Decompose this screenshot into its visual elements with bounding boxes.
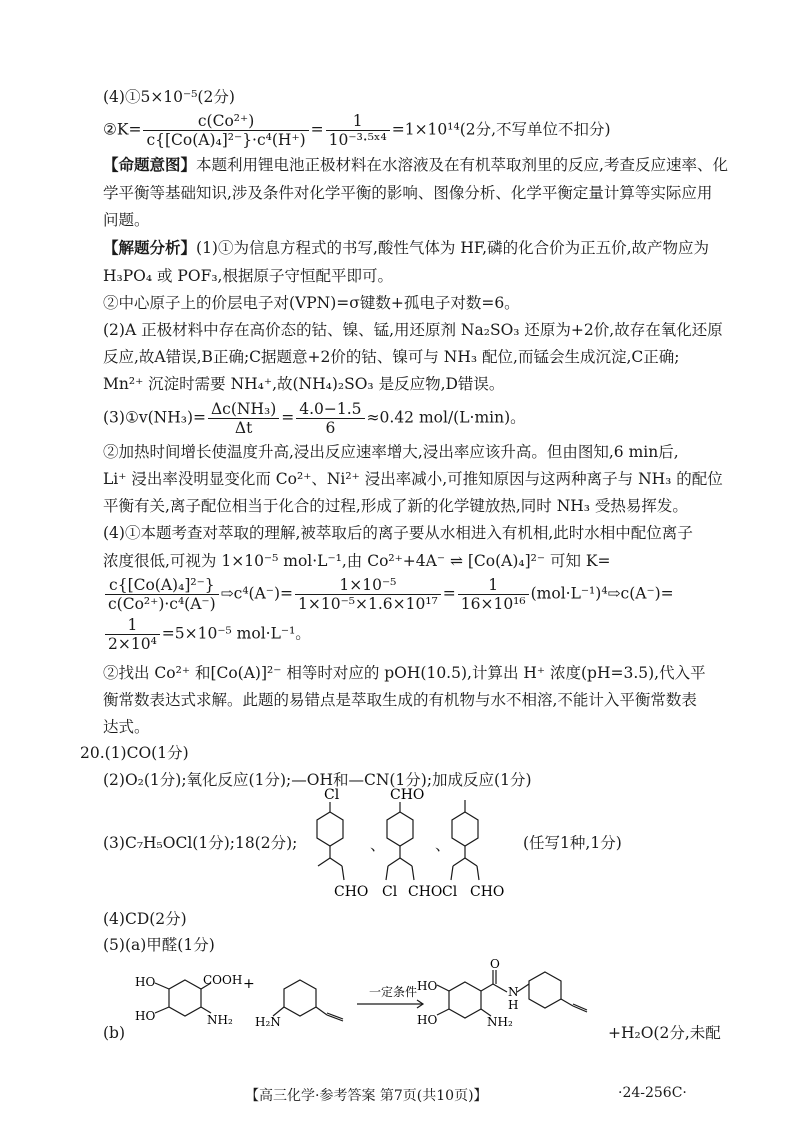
c-line-4	[103, 616, 311, 653]
k-denominator-2: 10⁻³·⁵ˣ⁴	[328, 131, 387, 149]
q20-1: 20.(1)CO(1分)	[80, 744, 189, 762]
c-mid: ⇨c⁴(A⁻)=	[220, 584, 293, 603]
intent-title: 【命题意图】	[103, 156, 197, 174]
rate-numerator: Δc(NH₃)	[208, 400, 279, 419]
c-numerator-3: 1	[458, 576, 529, 595]
c-denominator-1: c(Co²⁺)·c⁴(A⁻)	[108, 595, 216, 613]
q20-3-note: (任写1种,1分)	[523, 834, 622, 852]
p-ho-2: HO	[417, 1013, 438, 1027]
analysis-line-4: (2)A 正极材料中存在高价态的钴、镍、锰,用还原剂 Na₂SO₃ 还原为+2价,故存在氧化还原	[103, 321, 723, 339]
intent-line-3: 问题。	[103, 211, 150, 229]
struct3-cho: CHO	[470, 884, 505, 898]
p-ho-1: HO	[417, 979, 438, 993]
c-numerator-1: c{[Co(A)₄]²⁻}	[105, 576, 219, 595]
analysis-line-6: Mn²⁺ 沉淀时需要 NH₄⁺,故(NH₄)₂SO₃ 是反应物,D错误。	[103, 375, 505, 393]
intent-line-1	[103, 155, 728, 175]
r1-ho-2: HO	[135, 1009, 156, 1023]
page-code: ·24-256C·	[618, 1085, 687, 1101]
c-fraction-2	[295, 576, 441, 613]
q20-5a: (5)(a)甲醛(1分)	[103, 936, 215, 954]
rate-denominator: Δt	[234, 419, 253, 437]
k-numerator: c(Co²⁺)	[143, 112, 308, 131]
d-line-3: 达式。	[103, 718, 150, 736]
analysis-line-3: ②中心原子上的价层电子对(VPN)=σ键数+孤电子对数=6。	[103, 294, 520, 312]
answer-4-1: (4)①5×10⁻⁵(2分)	[103, 88, 235, 106]
p-o: O	[490, 958, 500, 971]
c-equals: =	[442, 584, 456, 603]
r1-cooh: COOH	[203, 973, 243, 987]
analysis-line-5: 反应,故A错误,B正确;C据题意+2价的钴、镍可与 NH₃ 配位,而锰会生成沉淀,C正确;	[103, 348, 680, 366]
page-footer: 【高三化学·参考答案 第7页(共10页)】	[245, 1088, 488, 1104]
q20-4: (4)CD(2分)	[103, 910, 187, 928]
b-line-2: Li⁺ 浸出率没明显变化而 Co²⁺、Ni²⁺ 浸出率减小,可推知原因与这两种离子与 NH₃ 的配位	[103, 470, 723, 488]
c-fraction-4	[105, 616, 160, 653]
analysis-text-1: (1)①为信息方程式的书写,酸性气体为 HF,磷的化合价为正五价,故产物应为	[196, 239, 710, 257]
struct2-cl: Cl	[382, 884, 398, 898]
k-prefix: ②K=	[103, 120, 142, 139]
c-denominator-2: 1×10⁻⁵×1.6×10¹⁷	[298, 595, 438, 613]
r1-ho-1: HO	[135, 975, 156, 989]
q20-3: (3)C₇H₅OCl(1分);18(2分);	[103, 834, 298, 852]
rate-fraction	[208, 400, 279, 437]
struct2-cho: CHO	[390, 788, 425, 803]
k-equals: =	[310, 120, 324, 139]
analysis-line-2: H₃PO₄ 或 POF₃,根据原子守恒配平即可。	[103, 267, 393, 285]
p-nh2: NH₂	[487, 1015, 513, 1029]
p-h: H	[508, 998, 519, 1012]
sep-1: 、	[370, 836, 386, 854]
struct1-cho: CHO	[334, 884, 369, 898]
q20-2: (2)O₂(1分);氧化反应(1分);—OH和—CN(1分);加成反应(1分)	[103, 771, 532, 789]
rate-prefix: (3)①v(NH₃)=	[103, 408, 206, 427]
q20-5b-label: (b)	[103, 1024, 126, 1042]
c-line-3	[103, 576, 674, 613]
k-expression	[103, 112, 611, 149]
analysis-line-1	[103, 238, 709, 258]
reaction-scheme	[125, 958, 645, 1038]
analysis-title: 【解题分析】	[103, 239, 197, 257]
k-fraction-2	[326, 112, 390, 149]
c-end: (mol·L⁻¹)⁴⇨c(A⁻)=	[530, 584, 674, 603]
k-fraction	[143, 112, 308, 149]
struct2-cho-2: CHO	[408, 884, 443, 898]
rate-result: ≈0.42 mol/(L·min)。	[366, 408, 526, 427]
intent-text-1: 本题利用锂电池正极材料在水溶液及在有机萃取剂里的反应,考查反应速率、化	[196, 156, 728, 174]
isomer-structures	[300, 788, 530, 898]
b-line-3: 平衡有关,离子配位相当于化合的过程,形成了新的化学键放热,同时 NH₃ 受热易挥发。	[103, 497, 688, 515]
b-line-1: ②加热时间增长使温度升高,浸出反应速率增大,浸出率应该升高。但由图知,6 min后,	[103, 443, 679, 461]
condition-label: 一定条件	[369, 985, 418, 999]
p-n: N	[508, 985, 519, 999]
d-line-1: ②找出 Co²⁺ 和[Co(A)]²⁻ 相等时对应的 pOH(10.5),计算出 H⁺ 浓度(pH=3.5),代入平	[103, 664, 706, 682]
q20-5b-tail: +H₂O(2分,未配	[608, 1024, 721, 1042]
rate-denominator-2: 6	[325, 419, 336, 437]
struct3-cl: Cl	[442, 884, 458, 898]
rate-fraction-2	[296, 400, 364, 437]
c-end-2: =5×10⁻⁵ mol·L⁻¹。	[161, 624, 311, 643]
r1-nh2: NH₂	[207, 1013, 233, 1027]
d-line-2: 衡常数表达式求解。此题的易错点是萃取生成的有机物与水不相溶,不能计入平衡常数表	[103, 691, 697, 709]
plus-sign: +	[243, 976, 255, 992]
c-fraction-3	[458, 576, 529, 613]
c-denominator-3: 16×10¹⁶	[460, 595, 526, 613]
sep-2: 、	[435, 836, 451, 854]
c-fraction-1	[105, 576, 219, 613]
k-numerator-2: 1	[326, 112, 390, 131]
rate-expression: (3)①v(NH₃)= $\frac{\text{Δc(NH₃)}}{\Delta t}$ = $\frac{4.0-1.5}{6}$ ≈0.42 mol/(L·min)。	[103, 400, 526, 437]
c-line-2: 浓度很低,可视为 1×10⁻⁵ mol·L⁻¹,由 Co²⁺+4A⁻ ⇌ [Co(A)₄]²⁻ 可知 K=	[103, 552, 611, 570]
r2-h2n: H₂N	[255, 1015, 281, 1029]
c-numerator-2: 1×10⁻⁵	[295, 576, 441, 595]
k-denominator: c{[Co(A)₄]²⁻}·c⁴(H⁺)	[146, 131, 306, 149]
c-line-1: (4)①本题考查对萃取的理解,被萃取后的离子要从水相进入有机相,此时水相中配位离子	[103, 524, 693, 542]
intent-line-2: 学平衡等基础知识,涉及条件对化学平衡的影响、图像分析、化学平衡定量计算等实际应用	[103, 184, 713, 202]
k-result: =1×10¹⁴(2分,不写单位不扣分)	[391, 120, 611, 139]
c-denominator-4: 2×10⁴	[108, 635, 157, 653]
c-numerator-4: 1	[105, 616, 160, 635]
rate-numerator-2: 4.0−1.5	[296, 400, 364, 419]
struct1-cl: Cl	[324, 788, 340, 803]
